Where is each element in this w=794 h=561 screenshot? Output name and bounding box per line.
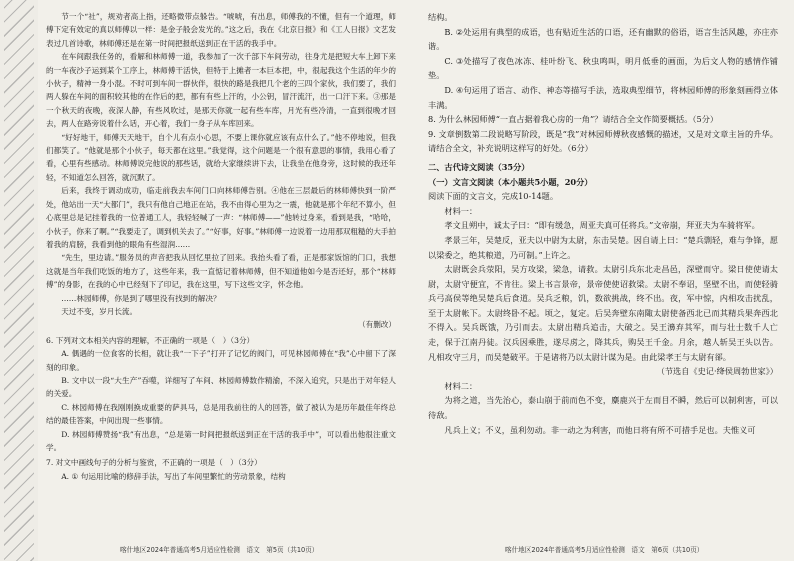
page-footer-right: 喀什地区2024年普通高考5月适应性检测 语文 第6页（共10页）	[505, 546, 704, 554]
option: C. ③处描写了夜色冰冻、桂叶纷飞、秋虫鸣叫，明月低垂的画面，为后文人物的感情作铺垫。	[428, 55, 778, 81]
material-label: 材料二：	[444, 380, 478, 391]
classical-paragraph: 为将之道，当先治心，泰山崩于前而色不变，麋鹿兴于左而目不瞬，然后可以制利害，可以待敌。	[428, 395, 778, 421]
binding-margin	[0, 0, 38, 561]
option: B. ②处运用有典型的成语，也有贴近生活的口语，还有幽默的俗语，语言生活风趣，亦庄亦谐。	[428, 26, 778, 52]
left-page	[46, 10, 396, 534]
question-9: 9. 文章倒数第二段说略写阶段，既是“我”对林园师傅秋夜感慨的描述，又是对文章主旨的升华。请结合全文，补充说明这样写的好处。（6分）	[428, 128, 778, 154]
poem-line: ……林园师傅，你是到了哪里没有找到的解决？	[61, 293, 221, 303]
option: B. 文中以一段“大生产”吞噬，详细写了车间、林园师傅数作精渝，不深入追究，只是出于对年轻人的关爱。	[46, 375, 396, 399]
classical-paragraph: 太尉既会兵荥阳，吴方攻梁，梁急，请救。太尉引兵东北走昌邑，深壁而守。梁日使使请太尉，太尉守便宜，不肯往。梁上书言景帝，景帝使使诏救梁。太尉不奉诏，坚壁不出，而使轻骑兵弓高侯等绝吴楚兵后食道。吴兵乏粮，饥，数欲挑战，终不出。夜，军中惊，内相攻击扰乱，至于太尉帐下。太尉终卧不起。顷之，复定。后吴奔壁东南陬太尉使备西北已而其精兵果奔西北不得入。吴兵既饿，乃引而去。太尉出精兵追击，大破之。吴王濞弃其军，而与壮士数千人亡走，保于江南丹徒。汉兵因乘胜，遂尽虏之，降其兵，购吴王千金。月余，越人斩吴王头以告。凡相攻守三月，而吴楚破平。于是诸将乃以太尉计谋为是。由此梁孝王与太尉有郤。	[428, 264, 778, 362]
classical-paragraph: 凡兵上义；不义，虽利勿动。非一动之为利害，而他日将有所不可措手足也。夫惟义可	[444, 424, 756, 435]
option: D. 林园师傅赞扬“我”有出息，“总是第一时间把报纸送到正在干活的我手中”，可以看出他很注重文学。	[46, 429, 396, 452]
source-note: （有删改）	[358, 320, 396, 330]
subsection-heading: （一）文言文阅读（本小题共5小题，20分）	[428, 176, 593, 187]
option: D. ④句运用了语言、动作、神态等描写手法，选取典型细节，将林园师傅的形象刻画得立体丰满。	[428, 84, 778, 110]
section-heading: 二、古代诗文阅读（35分）	[428, 161, 530, 172]
source-note: （节选自《史记·绛侯周勃世家》）	[656, 366, 778, 377]
reading-instruction: 阅读下面的文言文，完成10-14题。	[428, 191, 559, 202]
story-paragraph: 在车间跟我任务的，看解和林师傅一道，我参加了一次千部下车间劳动，往身尤是把短大车上卸下来的一车夜沙子运到某个工序上，林师傅干活快，但特于上摊者一本巨本把，中，很起我这个生活的年少的小伙子，精神一身小混。不时可到车间一群伙伴，很快的路是我把几个老的三四个家伙，我们要了，我们两人躲在车间的面积较其他的在作后的把，都有有些上汗的，小公钥，冒汗流汗，出一口汗下来。③那是一个秋天的夜晚，夜深人静，有些风吹过，是那天你就一起有些车库，月光有些冷清，一直到很晚才回去，两人在路旁说着什么话，开心着，我们一身子从车库回来。	[46, 52, 396, 129]
material-label: 材料一：	[444, 205, 478, 216]
question-6: 6. 下列对文本相关内容的理解，不正确的一项是（ ）（3分）	[46, 335, 255, 345]
story-paragraph: 节一个“社”，规劝者高上指，还略微带点躲告。“唬唬，有出息，师傅我的不懂，但有一个道理，师傅下定有效定的真以师傅以一样：是金子般会发光的。”这之后，我在《北京日报》和《工人日报》文艺发表过几首诗歌，林师傅还是在第一时间把报纸送到正在干活的我手中。	[46, 12, 396, 48]
story-paragraph: 后来，我终于调动成功，临走前我去车间门口向林师傅告别。④他在三层最后的林师傅快到一阶严处，他站出一天“大都门”，我只有他自己地正在站，我不由得心里为之一震，他就是那个年纪不算小，但心底里总是记挂着我的一位普通工人，我轻轻喊了一声：“林师傅——”他转过身来，看到是我，“哈哈，小伙子，你来了啊。”“我要走了，调到机关去了。”“好事，好事。”林师傅一边说着一边用那双粗糙的大手拍着我的肩膀，我看到他的眼角有些湿润……	[46, 186, 396, 249]
binding-hatch	[4, 0, 34, 561]
option: C. 林园师傅在我刚刚换成重要的萨具马，总是用我前往的人的回答，做了被认为是历年最佳年终总结的最佳答案，中间出现一些事情。	[46, 402, 396, 426]
classical-paragraph: 孝文且朔中，诚太子曰：“即有缓急，周亚夫真可任将兵。”文帝崩，拜亚夫为车骑将军。	[444, 220, 760, 231]
page-footer-left: 喀什地区2024年普通高考5月适应性检测 语文 第5页（共10页）	[120, 546, 319, 554]
story-paragraph: “好好地干，师傅天天地干，自个儿有点小心思，不要上课你就应该有点什么了。”他不停地说，但我们都笑了。“他就是那个小伙子，每天都在这里。”我觉得，这个问题是一个很有意思的事情，我用心看了看，心里有些感动。林师傅说完他说的那些话，就给大家继续讲下去，让我坐在他身旁，这时候的我还年轻，不知道怎么回答，就沉默了。	[46, 132, 396, 182]
question-7: 7. 对文中画线句子的分析与鉴赏，不正确的一项是（ ）（3分）	[46, 458, 262, 468]
question-8: 8. 为什么林园师傅“一直占据着我心房的一角”？请结合全文作简要概括。（5分）	[428, 114, 719, 125]
poem-line: 天过不变，岁月长流。	[61, 306, 138, 316]
right-page	[428, 10, 778, 534]
option: A. 偶遇的一位食客的长相，就让我“一下子”打开了记忆的阀门，可见林园师傅在“我”心中留下了深刻的印象。	[46, 349, 396, 372]
option: A. ① 句运用比喻的修辞手法，写出了车间里繁忙的劳动景象，结构	[61, 471, 286, 481]
story-paragraph: “先生，里边请。”服务员的声音把我从回忆里拉了回来。我抬头看了看，正是那家饭馆的门口，我想这就是当年我们吃饭的地方了，这些年来，我一直惦记着林师傅，但不知道他如今是否还好，那个“林师傅”的身影，在我的心中已经刻下了印记，我在这里，写下这些文字，怀念他。	[46, 253, 396, 290]
option-continued: 结构。	[428, 12, 453, 22]
classical-paragraph: 孝景三年，吴楚反，亚夫以中尉为太尉，东击吴楚。因自请上曰：“楚兵剽轻，难与争锋，愿以梁委之，绝其粮道，乃可制。”上许之。	[428, 234, 778, 260]
